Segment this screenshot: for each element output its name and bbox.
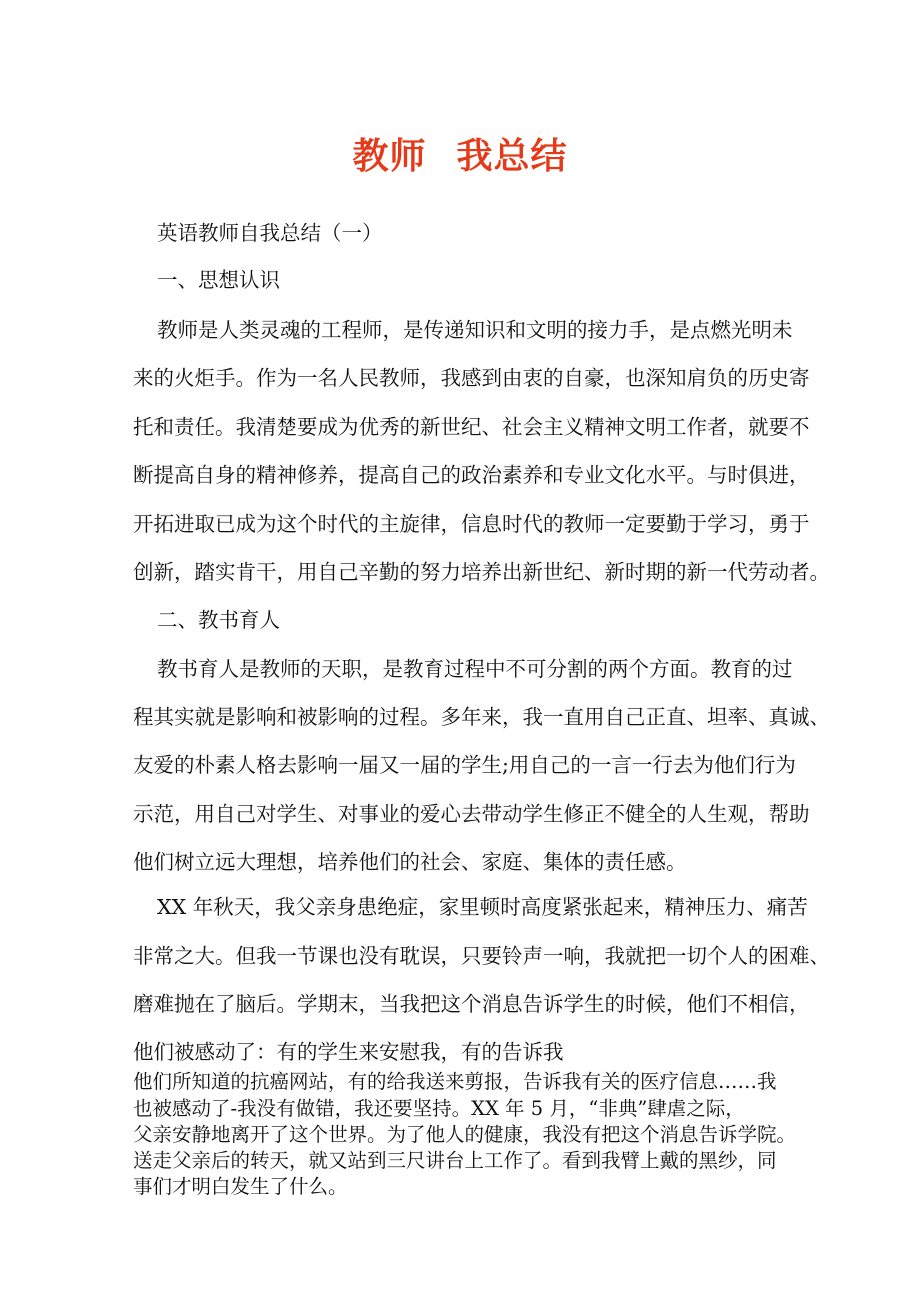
paragraph-line: 他们被感动了：有的学生来安慰我，有的告诉我 bbox=[133, 1040, 564, 1064]
paragraph-line: 来的火炬手。作为一名人民教师，我感到由衷的自豪，也深知肩负的历史寄 bbox=[133, 366, 810, 390]
paragraph-line: 他们所知道的抗癌网站，有的给我送来剪报，告诉我有关的医疗信息……我 bbox=[133, 1070, 777, 1093]
document-title bbox=[0, 128, 920, 179]
paragraph-line: 示范，用自己对学生、对事业的爱心去带动学生修正不健全的人生观，帮助 bbox=[133, 802, 810, 826]
paragraph-line: 开拓进取已成为这个时代的主旋律，信息时代的教师一定要勤于学习，勇于 bbox=[133, 512, 810, 536]
paragraph-line: 教书育人是教师的天职，是教育过程中不可分割的两个方面。教育的过 bbox=[157, 657, 793, 681]
section-2-heading: 二、教书育人 bbox=[157, 608, 280, 632]
title-part-1: 教师 bbox=[352, 136, 427, 177]
paragraph-line: XX 年秋天，我父亲身患绝症，家里顿时高度紧张起来，精神压力、痛苦 bbox=[157, 895, 808, 919]
paragraph-line: 教师是人类灵魂的工程师，是传递知识和文明的接力手，是点燃光明未 bbox=[157, 318, 793, 342]
paragraph-line: 父亲安静地离开了这个世界。为了他人的健康，我没有把这个消息告诉学院。 bbox=[133, 1123, 797, 1146]
subtitle: 英语教师自我总结（一） bbox=[157, 221, 383, 245]
title-part-2: 我总结 bbox=[456, 136, 568, 177]
paragraph-line: 他们树立远大理想，培养他们的社会、家庭、集体的责任感。 bbox=[133, 850, 687, 874]
paragraph-line: 磨难抛在了脑后。学期末，当我把这个消息告诉学生的时候，他们不相信， bbox=[133, 992, 810, 1016]
paragraph-line: 托和责任。我清楚要成为优秀的新世纪、社会主义精神文明工作者，就要不 bbox=[133, 415, 810, 439]
paragraph-line: 事们才明白发生了什么。 bbox=[133, 1175, 348, 1198]
section-1-heading: 一、思想认识 bbox=[157, 268, 280, 292]
paragraph-line: 也被感动了-我没有做错，我还要坚持。XX 年 5 月，“非典”肆虐之际， bbox=[133, 1097, 745, 1120]
paragraph-line: 断提高自身的精神修养，提高自己的政治素养和专业文化水平。与时俱进， bbox=[133, 463, 810, 487]
paragraph-line: 非常之大。但我一节课也没有耽误，只要铃声一响，我就把一切个人的困难、 bbox=[133, 944, 830, 968]
paragraph-line: 创新，踏实肯干，用自己辛勤的努力培养出新世纪、新时期的新一代劳动者。 bbox=[133, 560, 830, 584]
paragraph-line: 程其实就是影响和被影响的过程。多年来，我一直用自己正直、坦率、真诚、 bbox=[133, 705, 830, 729]
paragraph-line: 友爱的朴素人格去影响一届又一届的学生;用自己的一言一行去为他们行为 bbox=[133, 753, 796, 777]
paragraph-line: 送走父亲后的转天，就又站到三尺讲台上工作了。看到我臂上戴的黑纱，同 bbox=[133, 1149, 777, 1172]
